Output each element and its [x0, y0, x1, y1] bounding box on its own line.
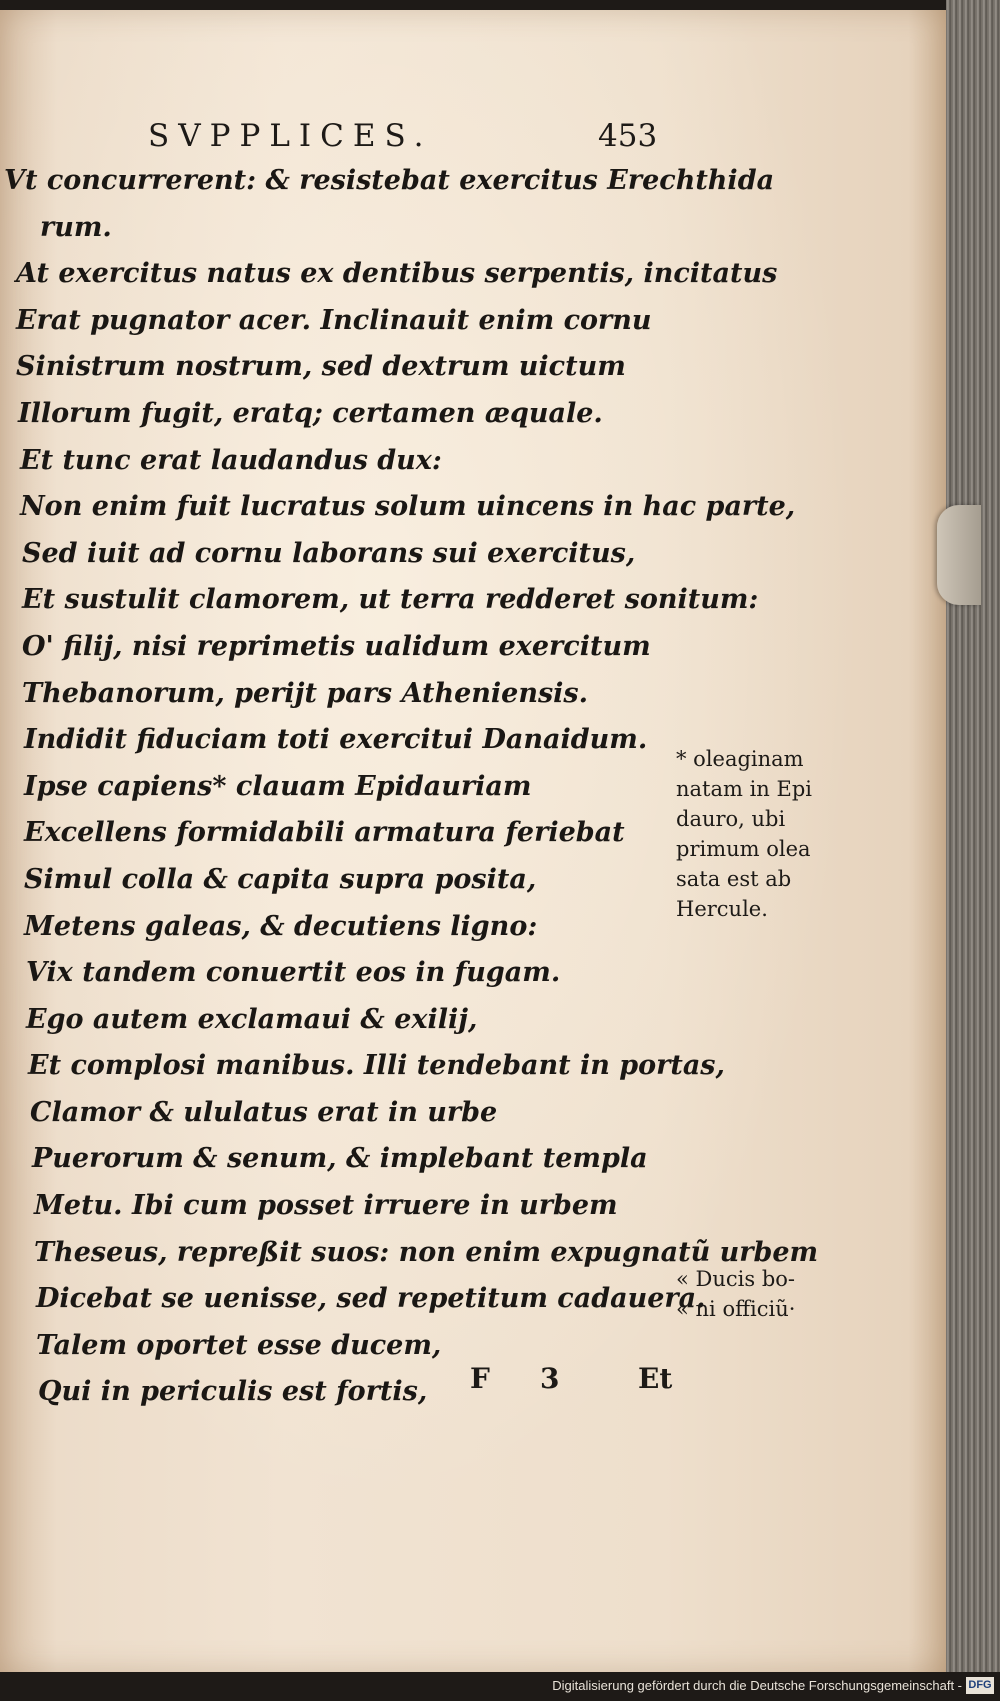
verse-line: Metens galeas, & decutiens ligno:: [24, 910, 538, 942]
running-head: SVPPLICES.: [148, 118, 433, 154]
page-header: [148, 118, 668, 158]
verse-line: Metu. Ibi cum posset irruere in urbem: [34, 1190, 618, 1222]
credit-text: Digitalisierung gefördert durch die Deutsche Forschungsgemeinschaft -: [552, 1678, 962, 1693]
page-edges: [946, 0, 1000, 1680]
note-line: sata est ab: [676, 867, 792, 891]
verse-line: Sinistrum nostrum, sed dextrum uictum: [16, 351, 626, 383]
verse-line: Excellens formidabili armatura feriebat: [24, 817, 625, 849]
verse-line: Dicebat se uenisse, sed repetitum cadauera.: [36, 1283, 706, 1315]
page-footer: [470, 1362, 700, 1402]
verse-line: Sed iuit ad cornu laborans sui exercitus,: [22, 537, 636, 569]
book-page: [0, 10, 946, 1672]
note-line: primum olea: [676, 837, 811, 861]
verse-line: At exercitus natus ex dentibus serpentis, incitatus: [16, 258, 778, 290]
verse-line: Non enim fuit lucratus solum uincens in hac parte,: [20, 491, 796, 523]
book-clasp: [937, 505, 981, 605]
marginal-note-club: [676, 744, 846, 924]
signature-number: 3: [540, 1362, 560, 1395]
verse-line: Simul colla & capita supra posita,: [24, 863, 537, 895]
verse-line: Qui in periculis est fortis,: [38, 1376, 428, 1408]
note-line: * oleaginam: [676, 747, 804, 771]
digitization-credit-bar: [0, 1672, 1000, 1701]
verse-line: Thebanorum, perijt pars Atheniensis.: [22, 677, 589, 709]
verse-line: Theseus, repreßit suos: non enim expugnatũ urbem: [34, 1236, 819, 1268]
verse-line: Talem oportet esse ducem,: [36, 1329, 442, 1361]
verse-line: Ipse capiens* clauam Epidauriam: [24, 770, 532, 802]
verse-line: Ego autem exclamaui & exilij,: [26, 1003, 478, 1035]
verse-line: Indidit fiduciam toti exercitui Danaidum.: [24, 724, 648, 756]
verse-line: Erat pugnator acer. Inclinauit enim cornu: [16, 304, 652, 336]
verse-line: Vt concurrerent: & resistebat exercitus Erechthida: [4, 165, 775, 196]
page-number: 453: [598, 118, 658, 154]
verse-line: Illorum fugit, eratq; certamen æquale.: [18, 397, 603, 429]
verse-line: O' filij, nisi reprimetis ualidum exercitum: [22, 630, 651, 662]
marginal-note-leader: [676, 1264, 846, 1324]
catchword: Et: [638, 1362, 673, 1395]
note-line: Hercule.: [676, 897, 768, 921]
note-line: dauro, ubi: [676, 807, 786, 831]
verse-line: Et tunc erat laudandus dux:: [20, 444, 442, 476]
verse-line: Clamor & ululatus erat in urbe: [30, 1096, 498, 1128]
note-line: « ni officiũ·: [676, 1297, 796, 1321]
verse-line: Vix tandem conuertit eos in fugam.: [26, 957, 561, 989]
signature-mark: F: [470, 1362, 490, 1395]
verse-line: Et complosi manibus. Illi tendebant in portas,: [28, 1050, 725, 1082]
note-line: « Ducis bo-: [676, 1267, 795, 1291]
note-line: natam in Epi: [676, 777, 812, 801]
verse-line: rum.: [40, 211, 112, 243]
verse-line: Et sustulit clamorem, ut terra redderet sonitum:: [22, 584, 759, 616]
verse-line: Puerorum & senum, & implebant templa: [32, 1143, 648, 1175]
dfg-logo-icon: DFG: [966, 1677, 994, 1694]
